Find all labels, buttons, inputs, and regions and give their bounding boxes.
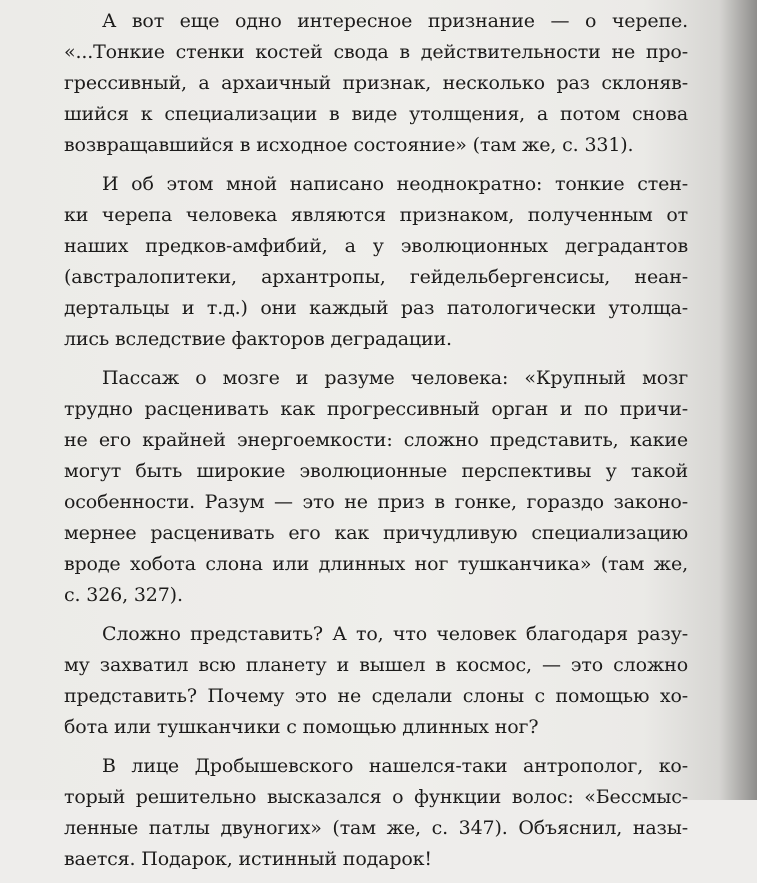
text-line: трудно расценивать как прогрессивный орган и по причи- — [64, 398, 688, 420]
text-line: мернее расценивать его как причудливую специализацию — [64, 522, 688, 544]
paragraph-brain-and-mind — [64, 363, 688, 611]
text-line: грессивный, а архаичный признак, несколько раз склоняв- — [64, 72, 688, 94]
text-line: И об этом мной написано неоднократно: тонкие стен- — [102, 173, 688, 195]
text-line: А вот еще одно интересное признание — о черепе. — [102, 10, 688, 32]
text-line: вроде хобота слона или длинных ног тушканчика» (там же, — [64, 553, 688, 575]
paragraph-skull-admission — [64, 6, 688, 161]
text-line: торый решительно высказался о функции волос: «Бессмыс- — [64, 786, 688, 808]
paragraph-hard-to-imagine — [64, 619, 688, 743]
text-line: возвращавшийся в исходное состояние» (там же, с. 331). — [64, 134, 634, 156]
text-line: бота или тушканчики с помощью длинных ног? — [64, 716, 539, 738]
text-line: не его крайней энергоемкости: сложно представить, какие — [64, 429, 688, 451]
text-line: с. 326, 327). — [64, 584, 183, 606]
text-line: наших предков-амфибий, а у эволюционных деградантов — [64, 235, 688, 257]
text-line: Пассаж о мозге и разуме человека: «Крупный мозг — [102, 367, 688, 389]
text-line: Сложно представить? А то, что человек благодаря разу- — [102, 623, 688, 645]
text-line: вается. Подарок, истинный подарок! — [64, 848, 432, 870]
text-line: лись вследствие факторов деградации. — [64, 328, 452, 350]
text-line: (австралопитеки, архантропы, гейдельбергенсисы, неан- — [64, 266, 688, 288]
paragraph-hair-function — [64, 751, 688, 875]
text-line: му захватил всю планету и вышел в космос, — это сложно — [64, 654, 688, 676]
text-line: «...Тонкие стенки костей свода в действительности не про- — [64, 41, 688, 63]
text-line: шийся к специализации в виде утолщения, а потом снова — [64, 103, 688, 125]
paragraph-thin-skull — [64, 169, 688, 355]
page-text — [64, 6, 688, 883]
text-line: ки черепа человека являются признаком, полученным от — [64, 204, 688, 226]
text-line: особенности. Разум — это не приз в гонке, гораздо законо- — [64, 491, 688, 513]
text-line: дертальцы и т.д.) они каждый раз патологически утолща- — [64, 297, 688, 319]
text-line: могут быть широкие эволюционные перспективы у такой — [64, 460, 688, 482]
text-line: В лице Дробышевского нашелся-таки антрополог, ко- — [102, 755, 688, 777]
text-line: ленные патлы двуногих» (там же, с. 347). Объяснил, назы- — [64, 817, 688, 839]
text-line: представить? Почему это не сделали слоны с помощью хо- — [64, 685, 688, 707]
